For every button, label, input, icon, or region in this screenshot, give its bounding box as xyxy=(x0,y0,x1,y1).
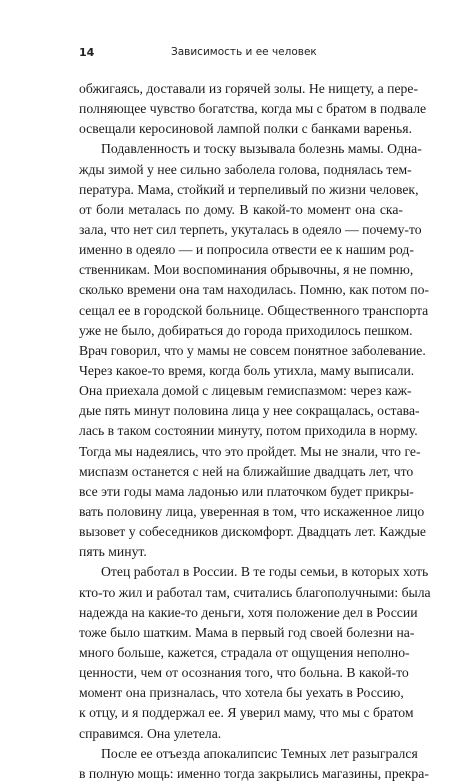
text-line: жды зимой у нее сильно заболела голова, поднялась тем- xyxy=(79,161,412,177)
text-line: уже не было, добираться до города приходилось пешком. xyxy=(79,322,413,338)
text-line: справимся. Она улетела. xyxy=(79,725,222,741)
text-line: освещали керосиновой лампой полки с банками варенья. xyxy=(79,121,413,137)
text-line: Она приехала домой с лицевым гемиспазмом: через каж- xyxy=(79,383,412,399)
text-line: ценности, чем от осознания того, что больна. В какой-то xyxy=(79,665,409,681)
text-line: кто-то жил и работал там, считались благополучными: была xyxy=(79,584,431,600)
text-line: ственникам. Мои воспоминания обрывочны, я не помню, xyxy=(79,262,414,278)
text-line: в полную мощь: именно тогда закрылись магазины, прекра- xyxy=(79,765,429,781)
text-line: дые пять минут половина лица у нее сокращалась, остава- xyxy=(79,403,420,419)
text-line: пература. Мама, стойкий и терпеливый по жизни человек, xyxy=(79,181,419,197)
text-line: миспазм останется с ней на ближайшие двадцать лет, что xyxy=(79,463,414,479)
text-line: полняющее чувство богатства, когда мы с братом в подвале xyxy=(79,101,427,117)
text-line: тоже было шатким. Мама в первый год своей болезни на- xyxy=(79,624,415,640)
text-line: надежда на какие-то деньги, хотя положение дел в России xyxy=(79,604,418,620)
text-line: Подавленность и тоску вызывала болезнь мамы. Одна- xyxy=(101,141,422,157)
text-line: пять минут. xyxy=(79,544,147,560)
paragraph xyxy=(79,562,431,743)
text-line: обжигаясь, доставали из горячей золы. Не нищету, а пере- xyxy=(79,81,419,96)
text-line: Отец работал в России. В те годы семьи, в которых хоть xyxy=(101,564,429,580)
text-line: лась в таком состоянии минуту, потом приходила в норму. xyxy=(79,423,418,439)
text-line: Врач говорил, что у мамы не совсем понятное заболевание. xyxy=(79,342,426,358)
text-line: Через какое-то время, когда боль утихла, маму выписали. xyxy=(79,362,415,378)
paragraph xyxy=(79,79,427,139)
text-line: именно в одеяло — и попросила отвести ее к нашим род- xyxy=(79,242,414,258)
text-line: Тогда мы надеялись, что это пройдет. Мы не знали, что ге- xyxy=(79,443,421,459)
paragraph xyxy=(79,139,429,562)
body-text xyxy=(79,79,431,784)
text-line: сколько времени она там находилась. Помню, как потом по- xyxy=(79,282,429,298)
text-line: все эти годы мама ладонью или платочком будет прикры- xyxy=(79,483,414,499)
page-number: 14 xyxy=(79,46,95,59)
text-line: зала, что нет сил терпеть, укуталась в одеяло — почему-то xyxy=(79,221,422,237)
page-header xyxy=(79,46,403,62)
text-line: вызовет у собеседников дискомфорт. Двадцать лет. Каждые xyxy=(79,524,427,540)
text-line: момент она призналась, что хотела бы уехать в Россию, xyxy=(79,685,404,701)
running-title: Зависимость и ее человек xyxy=(171,46,317,58)
text-line: к отцу, и я поддержал ее. Я уверил маму, что мы с братом xyxy=(79,705,414,721)
text-line: сещал ее в городской больнице. Общественного транспорта xyxy=(79,302,429,318)
text-line: вать половину лица, уверенная в том, что искаженное лицо xyxy=(79,503,425,519)
paragraph xyxy=(79,744,429,784)
text-line: После ее отъезда апокалипсис Темных лет разыгрался xyxy=(101,745,418,761)
text-line: много больше, кажется, страдала от ощущения неполно- xyxy=(79,644,410,660)
text-line: от боли металась по дому. В какой-то момент она ска- xyxy=(79,201,403,217)
